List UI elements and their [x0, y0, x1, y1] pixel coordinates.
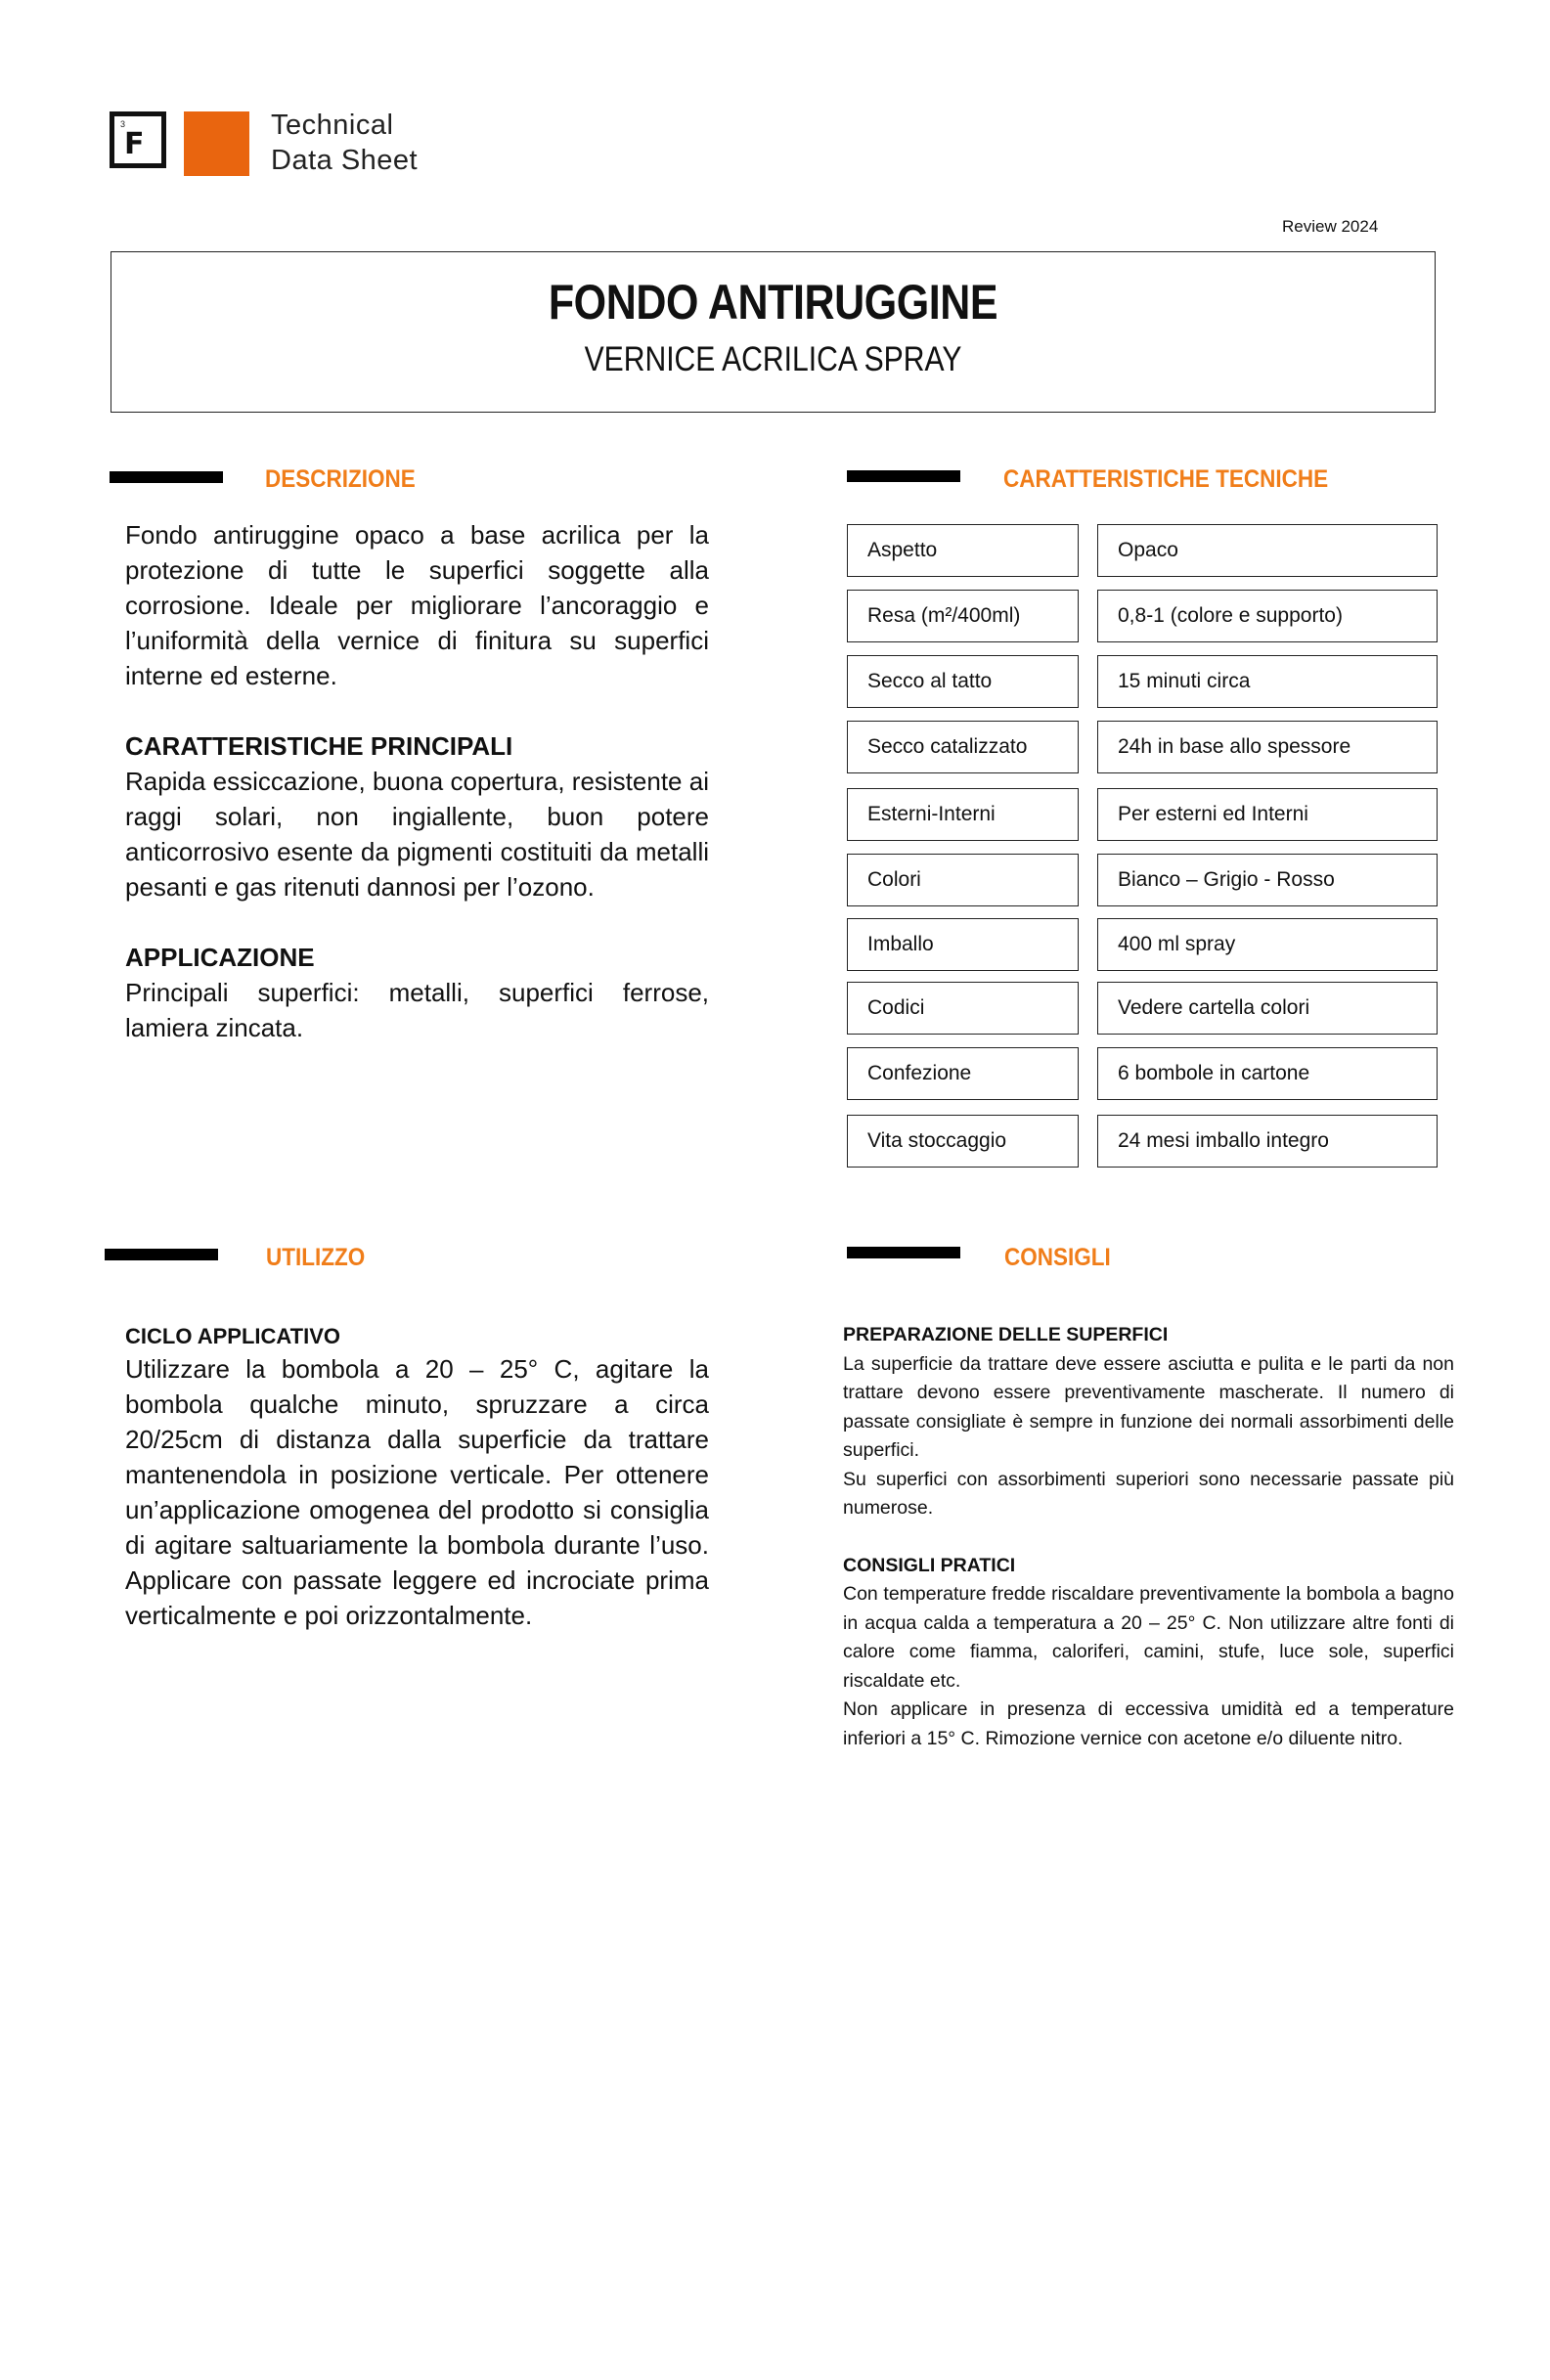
spec-value: 24 mesi imballo integro: [1097, 1115, 1438, 1168]
features-text: Rapida essiccazione, buona copertura, resistente ai raggi solari, non ingiallente, buon potere anticorrosivo esente da pigmenti costituiti da metalli pesanti e gas ritenuti dannosi per l’ozono.: [125, 767, 709, 902]
descrizione-content: [125, 517, 709, 1045]
logo-letter: F: [124, 127, 145, 161]
utilizzo-content: [125, 1322, 709, 1633]
section-title-consigli: CONSIGLI: [1004, 1244, 1111, 1271]
practical-text-1: Con temperature fredde riscaldare preventivamente la bombola a bagno in acqua calda a temperatura a 20 – 25° C. Non utilizzare altre fonti di calore come fiamma, caloriferi, camini, stufe, luce sole, superfici riscaldate etc.: [843, 1583, 1454, 1692]
practical-text-2: Non applicare in presenza di eccessiva umidità ed a temperature inferiori a 15° C. Rimozione vernice con acetone e/o diluente nitro.: [843, 1698, 1454, 1749]
spec-key: Colori: [847, 854, 1079, 906]
spec-value: Per esterni ed Interni: [1097, 788, 1438, 841]
practical-heading: CONSIGLI PRATICI: [843, 1554, 1016, 1576]
spec-value: 15 minuti circa: [1097, 655, 1438, 708]
review-label: Review 2024: [1282, 217, 1379, 236]
prep-text-2: Su superfici con assorbimenti superiori sono necessarie passate più numerose.: [843, 1468, 1454, 1519]
spec-value: Vedere cartella colori: [1097, 982, 1438, 1035]
spec-value: 24h in base allo spessore: [1097, 721, 1438, 773]
descrizione-intro: Fondo antiruggine opaco a base acrilica per la protezione di tutte le superfici soggette alla corrosione. Ideale per migliorare l’ancoraggio e l’uniformità della vernice di finitura su superfici interne ed esterne.: [125, 520, 709, 690]
spec-value: 0,8-1 (colore e supporto): [1097, 590, 1438, 642]
cycle-heading: CICLO APPLICATIVO: [125, 1324, 340, 1348]
spec-key: Codici: [847, 982, 1079, 1035]
prep-heading: PREPARAZIONE DELLE SUPERFICI: [843, 1324, 1169, 1345]
spec-value: 6 bombole in cartone: [1097, 1047, 1438, 1100]
consigli-content: [843, 1321, 1454, 1753]
spec-key: Resa (m²/400ml): [847, 590, 1079, 642]
logo-superscript: 3: [120, 119, 126, 129]
title-box: [111, 251, 1436, 413]
section-bar-consigli: [847, 1247, 960, 1258]
logo-mark: [110, 111, 166, 168]
spec-value: Bianco – Grigio - Rosso: [1097, 854, 1438, 906]
spec-key: Secco al tatto: [847, 655, 1079, 708]
section-title-descrizione: DESCRIZIONE: [265, 465, 416, 493]
cycle-text: Utilizzare la bombola a 20 – 25° C, agitare la bombola qualche minuto, spruzzare a circa 20/25cm di distanza dalla superficie da trattare mantenendola in posizione verticale. Per ottenere un’applicazione omogenea del prodotto si consiglia di agitare saltuariamente la bombola durante l’uso. Applicare con passate leggere ed incrociate prima verticalmente e poi orizzontalmente.: [125, 1354, 709, 1630]
brand-line-1: Technical: [271, 110, 394, 141]
spec-key: Confezione: [847, 1047, 1079, 1100]
application-text: Principali superfici: metalli, superfici ferrose, lamiera zincata.: [125, 978, 709, 1042]
spec-value: 400 ml spray: [1097, 918, 1438, 971]
spec-value: Opaco: [1097, 524, 1438, 577]
spec-key: Imballo: [847, 918, 1079, 971]
application-heading: APPLICAZIONE: [125, 943, 315, 972]
logo-orange-square: [184, 111, 249, 176]
features-heading: CARATTERISTICHE PRINCIPALI: [125, 731, 513, 761]
section-title-utilizzo: UTILIZZO: [266, 1244, 366, 1271]
product-title: FONDO ANTIRUGGINE: [548, 275, 998, 330]
section-bar-utilizzo: [105, 1249, 218, 1260]
prep-text-1: La superficie da trattare deve essere asciutta e pulita e le parti da non trattare devono essere preventivamente mascherate. Il numero di passate consigliate è sempre in funzione dei normali assorbimenti delle superfici.: [843, 1352, 1454, 1461]
spec-key: Secco catalizzato: [847, 721, 1079, 773]
spec-key: Aspetto: [847, 524, 1079, 577]
brand-line-2: Data Sheet: [271, 145, 419, 176]
spec-key: Esterni-Interni: [847, 788, 1079, 841]
section-bar-caratteristiche: [847, 470, 960, 482]
section-title-caratteristiche: CARATTERISTICHE TECNICHE: [1003, 465, 1329, 493]
brand-title: [271, 108, 418, 178]
spec-key: Vita stoccaggio: [847, 1115, 1079, 1168]
product-subtitle: VERNICE ACRILICA SPRAY: [584, 340, 962, 378]
section-bar-descrizione: [110, 471, 223, 483]
